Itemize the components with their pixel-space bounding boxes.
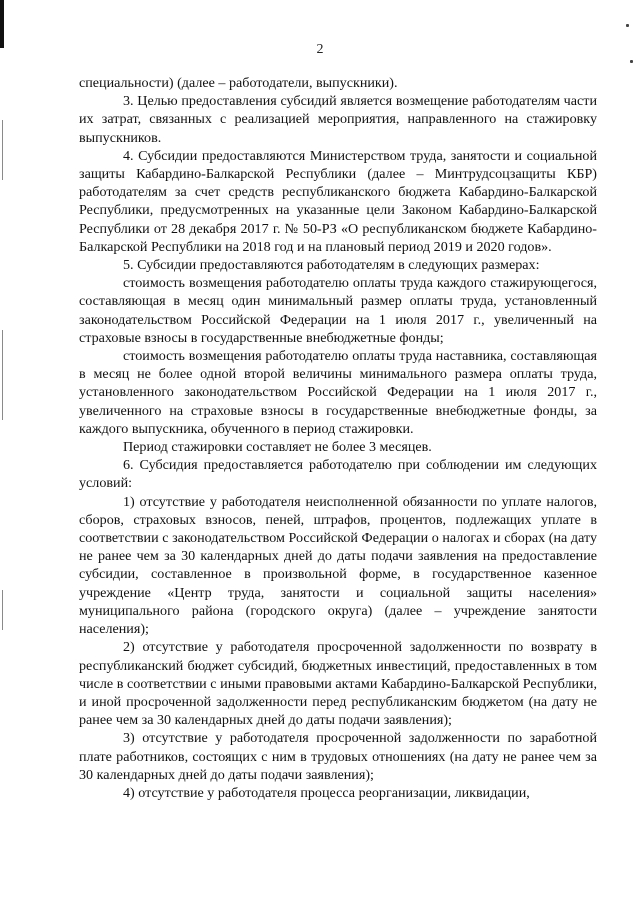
paragraph: 3. Целью предоставления субсидий является возмещение работодателям части их затрат, связанных с реализацией мероприятия, направленного на стажировку выпускников.: [79, 93, 597, 146]
scan-edge-line: [2, 120, 3, 180]
page-number: 2: [316, 42, 324, 57]
paragraph: стоимость возмещения работодателю оплаты труда каждого стажирующегося, составляющая в месяц один минимальный размер оплаты труда, установленный законодательством Российской Федерации на 1 июля 2017 г., увеличенный на страховые взносы в государственные внебюджетные фонды;: [79, 275, 597, 346]
scan-edge-mark: [0, 0, 4, 48]
paragraph: 5. Субсидии предоставляются работодателям в следующих размерах:: [123, 257, 540, 274]
paragraph: 3) отсутствие у работодателя просроченной задолженности по заработной плате работников, состоящих с ним в трудовых отношениях (на дату не ранее чем за 30 календарных дней до даты подачи заявления);: [79, 730, 597, 783]
paragraph: Период стажировки составляет не более 3 месяцев.: [123, 439, 432, 456]
document-body: [79, 74, 597, 802]
scan-edge-line: [2, 590, 3, 630]
scan-speck: [626, 24, 629, 27]
paragraph: 6. Субсидия предоставляется работодателю при соблюдении им следующих условий:: [79, 457, 597, 492]
paragraph: стоимость возмещения работодателю оплаты труда наставника, составляющая в месяц не более одной второй величины минимального размера оплаты труда, установленного законодательством Российской Федерации на 1 июля 2017 г., увеличенного на страховые взносы в государственные внебюджетные фонды, за каждого выпускника, обученного в период стажировки.: [79, 348, 597, 437]
scan-speck: [630, 60, 633, 63]
scan-edge-line: [2, 330, 3, 420]
paragraph: 4. Субсидии предоставляются Министерством труда, занятости и социальной защиты Кабардино-Балкарской Республики (далее – Минтрудсоцзащиты КБР) работодателям за счет средств республиканского бюджета Кабардино-Балкарской Республики, предусмотренных на указанные цели Законом Кабардино-Балкарской Республики от 28 декабря 2017 г. № 50-РЗ «О республиканском бюджете Кабардино-Балкарской Республики на 2018 год и на плановый период 2019 и 2020 годов».: [79, 147, 597, 255]
paragraph: 2) отсутствие у работодателя просроченной задолженности по возврату в республиканский бюджет субсидий, бюджетных инвестиций, предоставленных в том числе в соответствии с иными правовыми актами Кабардино-Балкарской Республики, и иной просроченной задолженности перед республиканским бюджетом (на дату не ранее чем за 30 календарных дней до даты подачи заявления);: [79, 639, 597, 729]
paragraph: специальности) (далее – работодатели, выпускники).: [79, 75, 398, 91]
paragraph: 4) отсутствие у работодателя процесса реорганизации, ликвидации,: [123, 784, 530, 801]
paragraph: 1) отсутствие у работодателя неисполненной обязанности по уплате налогов, сборов, страховых взносов, пеней, штрафов, процентов, подлежащих уплате в соответствии с законодательством Российской Федерации о налогах и сборах (на дату не ранее чем за 30 календарных дней до даты подачи заявления на предоставление субсидии, составленное в произвольной форме, в государственное казенное учреждение «Центр труда, занятости и социальной защиты населения» муниципального района (городского округа) (далее – учреждение занятости населения);: [79, 493, 597, 638]
